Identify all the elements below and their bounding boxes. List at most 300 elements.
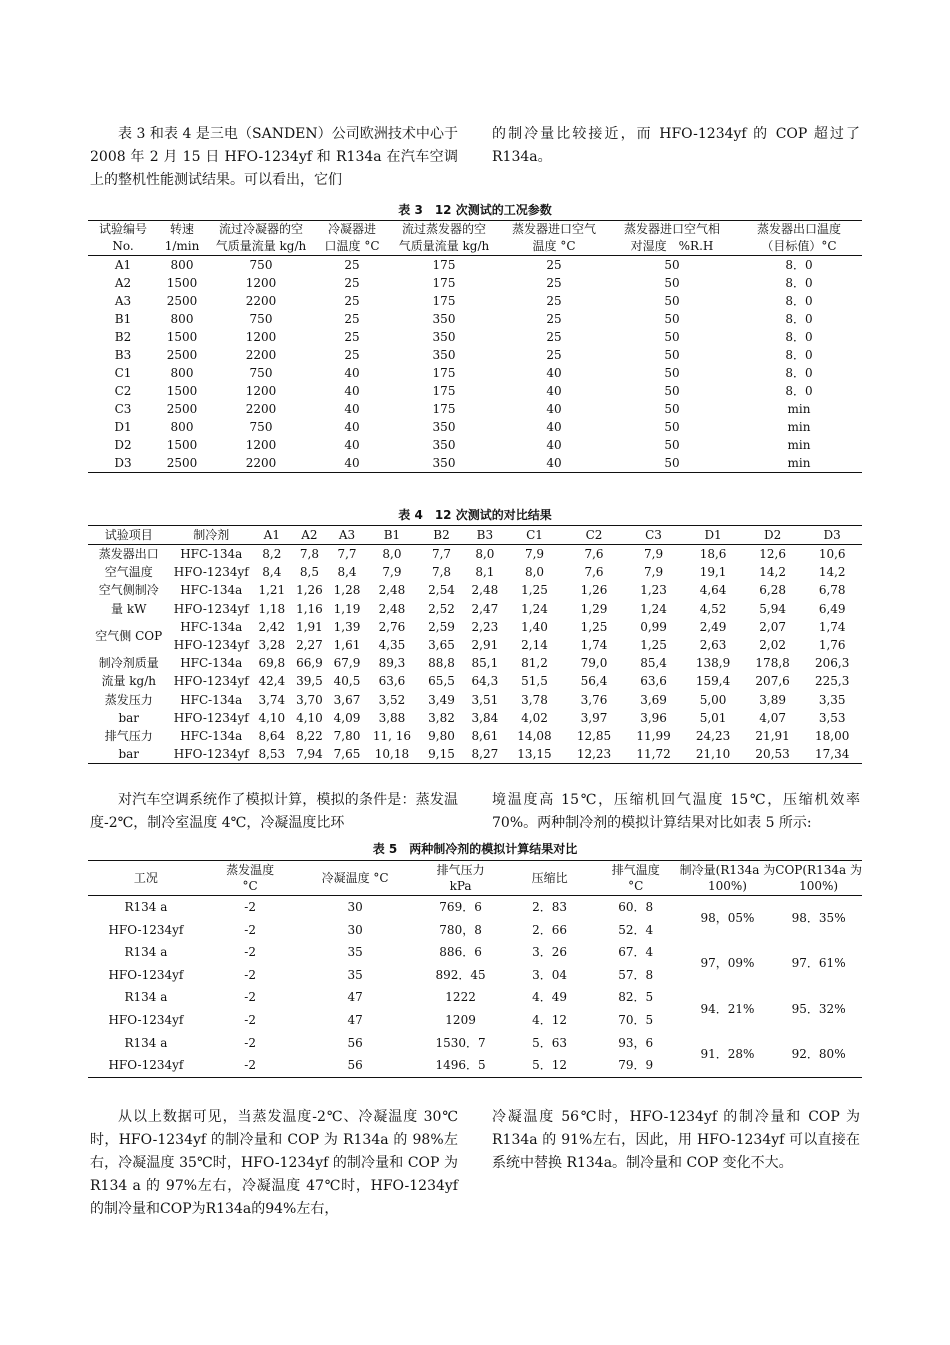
table5-cell: 4．49 bbox=[532, 990, 568, 1005]
table3-header-cell: 试验编号 bbox=[98, 222, 147, 236]
table3-cell: 800 bbox=[170, 258, 194, 272]
table5-cell: 1222 bbox=[445, 990, 476, 1005]
table4-value-cell: 14,2 bbox=[818, 565, 846, 580]
table4-refrigerant-cell: HFC-134a bbox=[180, 729, 243, 744]
table3-header-cell: 蒸发器进口空气相 bbox=[623, 222, 720, 236]
table4-value-cell: 40,5 bbox=[333, 674, 361, 689]
table4-value-cell: 89,3 bbox=[378, 656, 406, 671]
table4-value-cell: 1,16 bbox=[296, 601, 323, 616]
table4-row bbox=[88, 691, 862, 709]
table4-value-cell: 10,18 bbox=[374, 747, 410, 762]
table3-cell: 350 bbox=[432, 348, 456, 362]
table4-value-cell: 7,9 bbox=[644, 547, 664, 561]
table5-cell: 47 bbox=[347, 1012, 363, 1027]
table3-header-cell: No. bbox=[88, 238, 158, 256]
table4-value-cell: 1,21 bbox=[258, 583, 286, 598]
table3-cell: 2500 bbox=[166, 294, 198, 308]
table5-cop-ratio-cell: 95．32% bbox=[791, 1001, 846, 1016]
table3-cell: 350 bbox=[432, 330, 456, 344]
table3-header-cell: 冷凝器进 bbox=[327, 222, 376, 236]
table3-cell: 350 bbox=[432, 312, 456, 326]
table5-cell: 52．4 bbox=[618, 922, 654, 937]
table5-header-line: 排气压力 bbox=[436, 863, 485, 877]
table5-cell: R134 a bbox=[124, 900, 168, 914]
table4-value-cell: 8,2 bbox=[262, 547, 282, 561]
table5-capacity-ratio-cell: 97，09% bbox=[700, 956, 755, 971]
table4-value-cell: 8,0 bbox=[382, 547, 402, 561]
table5-header-line: COP(R134a 为 bbox=[775, 863, 862, 877]
table4-value-cell: 178,8 bbox=[755, 656, 790, 671]
table3-row bbox=[88, 256, 862, 275]
table4-value-cell: 19,1 bbox=[699, 565, 727, 580]
table5-row bbox=[88, 941, 862, 964]
table4-value-cell: 20,53 bbox=[755, 747, 790, 762]
table4-value-cell: 7,6 bbox=[584, 547, 604, 561]
table5-cell: -2 bbox=[244, 990, 256, 1005]
table3-header-cell: 蒸发器进口空气 bbox=[511, 222, 596, 236]
table5 bbox=[88, 860, 862, 1078]
table4-value-cell: 4,10 bbox=[258, 710, 286, 725]
table4-row bbox=[88, 654, 862, 672]
table5-cell: 1209 bbox=[445, 1012, 476, 1027]
table5-header-cell bbox=[296, 861, 413, 896]
table3-row bbox=[88, 346, 862, 364]
table4-value-cell: 14,2 bbox=[759, 565, 786, 580]
table5-capacity-ratio-cell: 98，05% bbox=[700, 911, 755, 926]
table4-value-cell: 138,9 bbox=[695, 656, 731, 671]
table5-cell: 56 bbox=[347, 1058, 363, 1073]
table4-value-cell: 81,2 bbox=[521, 656, 548, 671]
table5-cell: 93，6 bbox=[618, 1035, 654, 1050]
table4-refrigerant-cell: HFC-134a bbox=[180, 656, 243, 671]
table4-value-cell: 8,4 bbox=[262, 565, 282, 580]
table3-cell: A2 bbox=[114, 276, 132, 290]
table3-cell: min bbox=[787, 456, 811, 470]
table4-value-cell: 21,91 bbox=[755, 729, 790, 744]
table5-cell: -2 bbox=[244, 1058, 256, 1073]
table3-cell: A3 bbox=[114, 294, 132, 308]
table5-header-line: °C bbox=[628, 879, 644, 893]
table3-header-cell: 流过冷凝器的空 bbox=[218, 222, 303, 236]
table4-row bbox=[88, 545, 862, 564]
table4 bbox=[88, 525, 862, 764]
table3-cell: 750 bbox=[249, 312, 273, 326]
table3-header-cell: 转速 bbox=[169, 222, 194, 236]
table4-refrigerant-cell: HFO-1234yf bbox=[173, 747, 249, 762]
table5-cell: HFO-1234yf bbox=[108, 1012, 184, 1027]
table3-cell: 50 bbox=[664, 276, 680, 290]
table4-value-cell: 159,4 bbox=[695, 674, 731, 689]
table5-cell: R134 a bbox=[124, 945, 168, 960]
table4-value-cell: 8,0 bbox=[475, 547, 495, 561]
table4-value-cell: 17,34 bbox=[815, 747, 850, 762]
table3-cell: 2200 bbox=[245, 348, 277, 362]
table3-body bbox=[88, 256, 862, 473]
table3-cell: 1200 bbox=[245, 276, 277, 290]
table4-item-cell: 空气侧 COP bbox=[95, 628, 163, 643]
table5-cop-ratio-cell: 98．35% bbox=[791, 911, 846, 926]
table5-cell: 35 bbox=[347, 967, 363, 982]
table3-cell: 1500 bbox=[166, 276, 198, 290]
table4-item-cell: bar bbox=[118, 747, 140, 762]
table4-value-cell: 9,15 bbox=[428, 747, 455, 762]
table4-item-cell: 空气侧制冷 bbox=[98, 583, 159, 598]
table4-value-cell: 3,35 bbox=[818, 692, 846, 707]
table4-value-cell: 1,23 bbox=[640, 583, 667, 598]
table4-value-cell: 7,8 bbox=[431, 565, 452, 580]
table5-header-line: kPa bbox=[449, 879, 472, 893]
intro-paragraph-right: 的制冷量比较接近，而 HFO-1234yf 的 COP 超过了 R134a。 bbox=[492, 126, 860, 165]
table5-header-cell bbox=[414, 861, 508, 896]
table4-value-cell: 3,65 bbox=[428, 638, 455, 653]
table4-header bbox=[88, 526, 862, 545]
table4-value-cell: 1,19 bbox=[333, 601, 361, 616]
table4-refrigerant-cell: HFC-134a bbox=[180, 583, 243, 598]
table3-cell: C3 bbox=[114, 402, 132, 416]
table4-value-cell: 3,89 bbox=[759, 692, 786, 707]
table3-cell: 8．0 bbox=[785, 366, 813, 380]
table4-value-cell: 7,6 bbox=[584, 565, 604, 580]
table4-refrigerant-cell: HFC-134a bbox=[180, 619, 243, 634]
table4-refrigerant-cell: HFC-134a bbox=[180, 547, 243, 561]
table4-item-cell: 蒸发压力 bbox=[104, 692, 153, 707]
table4-value-cell: 5,01 bbox=[699, 710, 727, 725]
table3-cell: 25 bbox=[546, 294, 562, 308]
table5-capacity-ratio-cell: 94．21% bbox=[700, 1001, 755, 1016]
table5-row bbox=[88, 896, 862, 919]
table4-value-cell: 1,61 bbox=[333, 638, 361, 653]
table4-value-cell: 11,99 bbox=[636, 729, 671, 744]
table3-cell: 8．0 bbox=[785, 294, 813, 308]
table3-cell: 50 bbox=[664, 294, 680, 308]
table5-cell: 5．63 bbox=[532, 1035, 568, 1050]
table4-value-cell: 2,52 bbox=[428, 601, 455, 616]
table3-cell: 750 bbox=[249, 258, 273, 272]
table3-header-cell: 温度 °C bbox=[500, 238, 608, 256]
table3-cell: C2 bbox=[114, 384, 132, 398]
table3-row bbox=[88, 292, 862, 310]
table3-cell: 40 bbox=[344, 456, 360, 470]
table4-value-cell: 1,40 bbox=[521, 619, 548, 634]
table3-header-cell: 蒸发器出口温度 bbox=[756, 222, 841, 236]
table4-refrigerant-cell: HFC-134a bbox=[180, 692, 243, 707]
table3-cell: 800 bbox=[170, 312, 194, 326]
table4-value-cell: 10,6 bbox=[818, 547, 846, 561]
table3-cell: 40 bbox=[546, 402, 562, 416]
table4-value-cell: 1,25 bbox=[580, 619, 608, 634]
table3-row bbox=[88, 310, 862, 328]
table4-value-cell: 3,52 bbox=[378, 692, 406, 707]
table3-cell: 8．0 bbox=[785, 384, 813, 398]
table4-value-cell: 3,53 bbox=[818, 710, 846, 725]
table3-cell: 750 bbox=[249, 366, 273, 380]
table4-value-cell: 1,76 bbox=[818, 638, 846, 653]
table4-row bbox=[88, 600, 862, 618]
table5-cell: 60．8 bbox=[618, 900, 654, 914]
table3-header-cell: 1/min bbox=[158, 238, 206, 256]
table4-value-cell: 2,07 bbox=[759, 619, 786, 634]
table4-value-cell: 2,02 bbox=[759, 638, 786, 653]
table4-value-cell: 14,08 bbox=[517, 729, 552, 744]
table5-cell: 79．9 bbox=[618, 1058, 654, 1073]
table4-header-cell: C1 bbox=[505, 526, 565, 545]
table3-row bbox=[88, 454, 862, 473]
table3-cell: min bbox=[787, 420, 811, 434]
table4-value-cell: 2,48 bbox=[471, 583, 499, 598]
table3-header bbox=[88, 221, 862, 256]
table4-value-cell: 225,3 bbox=[815, 674, 850, 689]
table3-cell: 1200 bbox=[245, 438, 277, 452]
table4-body bbox=[88, 545, 862, 764]
table5-cell: 30 bbox=[347, 922, 363, 937]
table4-value-cell: 3,88 bbox=[378, 710, 406, 725]
table4-value-cell: 4,02 bbox=[521, 710, 548, 725]
table3-cell: 25 bbox=[344, 276, 360, 290]
table4-value-cell: 3,69 bbox=[640, 692, 667, 707]
table4-value-cell: 2,48 bbox=[378, 583, 406, 598]
table5-header-line: 压缩比 bbox=[531, 871, 568, 885]
table3-row bbox=[88, 400, 862, 418]
table3-cell: 25 bbox=[344, 312, 360, 326]
table4-item-cell: 蒸发器出口 bbox=[98, 547, 159, 561]
table5-cell: 892．45 bbox=[435, 967, 486, 982]
table5-cell: 3．04 bbox=[532, 967, 568, 982]
table4-value-cell: 11,72 bbox=[636, 747, 671, 762]
table5-cell: HFO-1234yf bbox=[108, 922, 184, 937]
table4-value-cell: 2,91 bbox=[471, 638, 499, 653]
table3-cell: 8．0 bbox=[785, 258, 813, 272]
table4-value-cell: 39,5 bbox=[296, 674, 323, 689]
table4-value-cell: 6,49 bbox=[818, 601, 846, 616]
table5-header-line: 工况 bbox=[133, 871, 158, 885]
table4-item-cell: 排气压力 bbox=[104, 729, 153, 744]
table4-refrigerant-cell: HFO-1234yf bbox=[173, 638, 249, 653]
table4-value-cell: 1,91 bbox=[296, 619, 323, 634]
table4-header-cell: 制冷剂 bbox=[169, 526, 253, 545]
table3-cell: A1 bbox=[114, 258, 132, 272]
table4-value-cell: 8,1 bbox=[475, 565, 495, 580]
table4-value-cell: 63,6 bbox=[378, 674, 406, 689]
table5-cell: -2 bbox=[244, 967, 256, 982]
table5-row bbox=[88, 1032, 862, 1055]
table5-cell: 56 bbox=[347, 1035, 363, 1050]
table4-value-cell: 7,94 bbox=[296, 747, 323, 762]
table3-cell: 25 bbox=[344, 348, 360, 362]
table4-value-cell: 3,67 bbox=[333, 692, 361, 707]
table3-header-cell: （目标值）°C bbox=[736, 238, 862, 256]
table4-value-cell: 3,28 bbox=[258, 638, 286, 653]
table3-cell: 50 bbox=[664, 312, 680, 326]
table3-cell: 8．0 bbox=[785, 312, 813, 326]
table3-cell: B1 bbox=[114, 312, 132, 326]
table5-header-cell bbox=[204, 861, 297, 896]
table4-value-cell: 4,10 bbox=[296, 710, 323, 725]
table4-value-cell: 3,51 bbox=[471, 692, 499, 707]
table4-header-cell: B2 bbox=[418, 526, 465, 545]
table3-cell: 50 bbox=[664, 402, 680, 416]
table3-cell: 350 bbox=[432, 420, 456, 434]
table4-value-cell: 88,8 bbox=[428, 656, 455, 671]
table5-cell: 5．12 bbox=[532, 1058, 568, 1073]
table5-cell: HFO-1234yf bbox=[108, 1058, 184, 1073]
table4-value-cell: 2,14 bbox=[521, 638, 548, 653]
table4-value-cell: 1,25 bbox=[640, 638, 667, 653]
table4-value-cell: 9,80 bbox=[428, 729, 455, 744]
table3-cell: 40 bbox=[546, 438, 562, 452]
table5-cell: 1530．7 bbox=[435, 1035, 486, 1050]
table4-value-cell: 21,10 bbox=[695, 747, 731, 762]
table3-cell: 50 bbox=[664, 438, 680, 452]
table4-item-cell: bar bbox=[118, 710, 140, 725]
table3-cell: 800 bbox=[170, 420, 194, 434]
table3-cell: 2200 bbox=[245, 402, 277, 416]
table3-cell: 40 bbox=[344, 420, 360, 434]
table5-header-line: 蒸发温度 bbox=[226, 863, 275, 877]
table4-header-cell: 试验项目 bbox=[88, 526, 169, 545]
table3-cell: 8．0 bbox=[785, 348, 813, 362]
table4-value-cell: 3,74 bbox=[258, 692, 286, 707]
table5-header-cell bbox=[775, 861, 862, 896]
table4-value-cell: 4,09 bbox=[333, 710, 361, 725]
table3-cell: 40 bbox=[344, 366, 360, 380]
table4-value-cell: 2,49 bbox=[699, 619, 727, 634]
table4-item-cell: 空气温度 bbox=[104, 565, 153, 580]
table5-cell: 57．8 bbox=[618, 967, 654, 982]
table3-cell: 2200 bbox=[245, 294, 277, 308]
table5-header-cell bbox=[88, 861, 204, 896]
table3-header-cell: 气质量流量 kg/h bbox=[388, 238, 500, 256]
table4-value-cell: 1,18 bbox=[258, 601, 286, 616]
table3-cell: 175 bbox=[432, 402, 456, 416]
table4-value-cell: 1,26 bbox=[580, 583, 608, 598]
table3-cell: 1500 bbox=[166, 330, 198, 344]
table3-cell: min bbox=[787, 438, 811, 452]
table4-value-cell: 18,00 bbox=[815, 729, 850, 744]
table4-row bbox=[88, 618, 862, 636]
table5-cell: 886．6 bbox=[439, 945, 482, 960]
table4-value-cell: 7,8 bbox=[299, 547, 319, 561]
table5-cell: 780，8 bbox=[439, 922, 482, 937]
table4-value-cell: 64,3 bbox=[471, 674, 499, 689]
table3 bbox=[88, 220, 862, 473]
table4-refrigerant-cell: HFO-1234yf bbox=[173, 601, 249, 616]
table3-cell: 750 bbox=[249, 420, 273, 434]
table4-value-cell: 1,29 bbox=[580, 601, 608, 616]
conclusion-paragraph-right: 冷凝温度 56℃时，HFO-1234yf 的制冷量和 COP 为 R134a 的 91%左右，因此，用 HFO-1234yf 可以直接在系统中替换 R134a。制冷量和 COP 变化不大。 bbox=[492, 1109, 860, 1171]
table4-refrigerant-cell: HFO-1234yf bbox=[173, 710, 249, 725]
table3-cell: 25 bbox=[546, 276, 562, 290]
table4-value-cell: 63,6 bbox=[640, 674, 667, 689]
table3-cell: 175 bbox=[432, 258, 456, 272]
table3-cell: 40 bbox=[344, 384, 360, 398]
table3-cell: 1200 bbox=[245, 330, 277, 344]
table3-row bbox=[88, 274, 862, 292]
table3-row bbox=[88, 364, 862, 382]
table4-row bbox=[88, 563, 862, 581]
table4-value-cell: 4,52 bbox=[699, 601, 727, 616]
table4-value-cell: 0,99 bbox=[640, 619, 667, 634]
table4-value-cell: 56,4 bbox=[580, 674, 608, 689]
table5-cell: 70．5 bbox=[618, 1012, 654, 1027]
table3-cell: 25 bbox=[546, 348, 562, 362]
table4-header-cell: A2 bbox=[291, 526, 329, 545]
table3-cell: 50 bbox=[664, 456, 680, 470]
table4-row bbox=[88, 581, 862, 599]
table4-value-cell: 8,53 bbox=[258, 747, 286, 762]
table3-cell: 1200 bbox=[245, 384, 277, 398]
table4-refrigerant-cell: HFO-1234yf bbox=[173, 565, 249, 580]
table3-caption: 表 3 12 次测试的工况参数 bbox=[398, 203, 552, 217]
table4-value-cell: 2,27 bbox=[296, 638, 323, 653]
table4-value-cell: 2,63 bbox=[699, 638, 727, 653]
table4-row bbox=[88, 672, 862, 690]
table3-cell: 50 bbox=[664, 348, 680, 362]
table5-cell: 47 bbox=[347, 990, 363, 1005]
table5-header-cell bbox=[507, 861, 591, 896]
table3-cell: 2500 bbox=[166, 402, 198, 416]
table3-cell: 2500 bbox=[166, 456, 198, 470]
table4-value-cell: 206,3 bbox=[815, 656, 850, 671]
middle-paragraph-right: 境温度高 15℃，压缩机回气温度 15℃，压缩机效率 70%。两种制冷剂的模拟计算结果对比如表 5 所示: bbox=[492, 792, 860, 831]
table5-header-cell bbox=[680, 861, 776, 896]
table3-cell: B2 bbox=[114, 330, 132, 344]
table5-header bbox=[88, 861, 862, 896]
table5-cop-ratio-cell: 92．80% bbox=[791, 1046, 846, 1061]
table4-value-cell: 8,64 bbox=[258, 729, 286, 744]
table4-value-cell: 1,24 bbox=[521, 601, 548, 616]
table4-value-cell: 8,27 bbox=[471, 747, 499, 762]
table4-value-cell: 3,84 bbox=[471, 710, 499, 725]
table3-row bbox=[88, 436, 862, 454]
table4-value-cell: 3,78 bbox=[521, 692, 548, 707]
table3-cell: 8．0 bbox=[785, 330, 813, 344]
table4-value-cell: 1,24 bbox=[640, 601, 667, 616]
table5-row bbox=[88, 986, 862, 1009]
table4-value-cell: 42,4 bbox=[258, 674, 286, 689]
table4-value-cell: 1,26 bbox=[296, 583, 323, 598]
table3-cell: B3 bbox=[114, 348, 132, 362]
table3-cell: 1500 bbox=[166, 438, 198, 452]
table3-cell: 2200 bbox=[245, 456, 277, 470]
table4-value-cell: 12,6 bbox=[759, 547, 786, 561]
table3-cell: 800 bbox=[170, 366, 194, 380]
table4-value-cell: 2,48 bbox=[378, 601, 406, 616]
table4-value-cell: 79,0 bbox=[580, 656, 608, 671]
table4-value-cell: 3,49 bbox=[428, 692, 455, 707]
table5-cell: 2．83 bbox=[532, 900, 568, 914]
table5-cell: -2 bbox=[244, 922, 256, 937]
table4-value-cell: 7,80 bbox=[333, 729, 361, 744]
table3-cell: D3 bbox=[114, 456, 132, 470]
table4-value-cell: 2,42 bbox=[258, 619, 286, 634]
table4-value-cell: 85,1 bbox=[471, 656, 499, 671]
table4-value-cell: 2,23 bbox=[471, 619, 499, 634]
table3-cell: 25 bbox=[344, 258, 360, 272]
table4-value-cell: 207,6 bbox=[755, 674, 790, 689]
table3-cell: 40 bbox=[546, 384, 562, 398]
table3-cell: 40 bbox=[546, 456, 562, 470]
table3-cell: 25 bbox=[546, 312, 562, 326]
table4-value-cell: 2,47 bbox=[471, 601, 499, 616]
table4-value-cell: 1,25 bbox=[521, 583, 548, 598]
table4-header-cell: D1 bbox=[683, 526, 743, 545]
table3-cell: 1500 bbox=[166, 384, 198, 398]
table3-row bbox=[88, 328, 862, 346]
table5-cell: -2 bbox=[244, 945, 256, 960]
table4-value-cell: 1,39 bbox=[333, 619, 361, 634]
table4-value-cell: 4,35 bbox=[378, 638, 406, 653]
table4-header-cell: B1 bbox=[366, 526, 418, 545]
